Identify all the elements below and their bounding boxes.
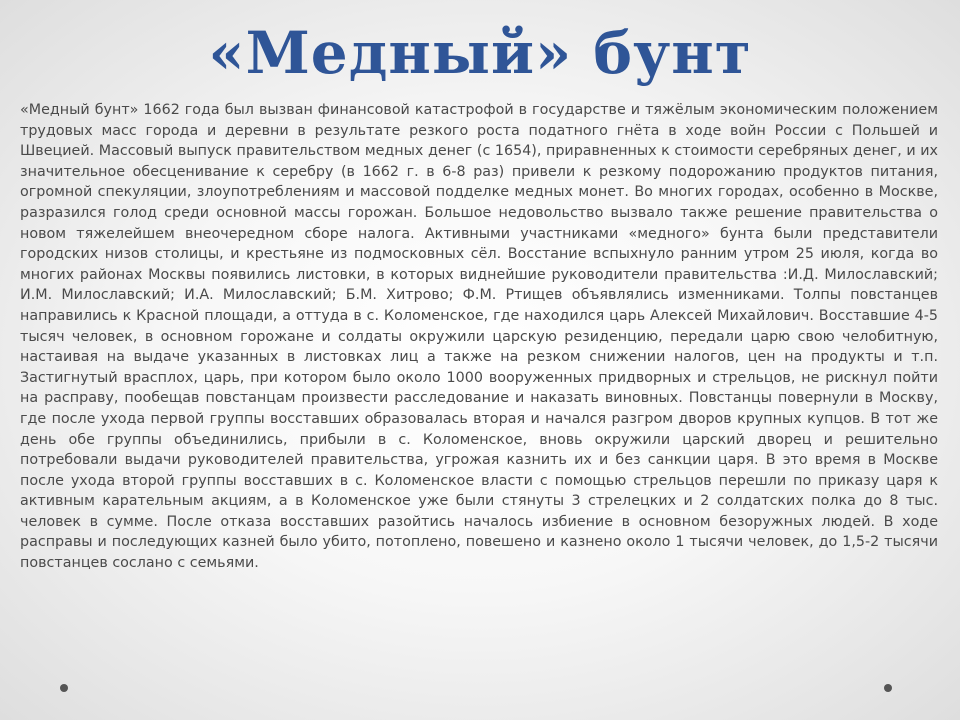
slide-body-text: «Медный бунт» 1662 года был вызван финансовой катастрофой в государстве и тяжёлым экономическим положением трудовых масс города и деревни в результате резкого роста податного гнёта в ходе войн России с Польшей и Швецией. Массовый выпуск правительством медных денег (с 1654), приравненных к стоимости серебряных денег, и их значительное обесценивание к серебру (в 1662 г. в 6-8 раз) привели к резкому подорожанию продуктов питания, огромной спекуляции, злоупотреблениям и массовой подделке медных монет. Во многих городах, особенно в Москве, разразился голод среди основной массы горожан. Большое недовольство вызвало также решение правительства о новом тяжелейшем внеочередном сборе налога. Активными участниками «медного» бунта были представители городских низов столицы, и крестьяне из подмосковных сёл. Восстание вспыхнуло ранним утром 25 июля, когда во многих районах Москвы появились листовки, в которых виднейшие руководители правительства :И.Д. Милославский; И.М. Милославский; И.А. Милославский; Б.М. Хитрово; Ф.М. Ртищев объявлялись изменниками. Толпы повстанцев направились к Красной площади, а оттуда в с. Коломенское, где находился царь Алексей Михайлович. Восставшие 4-5 тысяч человек, в основном горожане и солдаты окружили царскую резиденцию, передали царю свою челобитную, настаивая на выдаче указанных в листовках лиц а также на резком снижении налогов, цен на продукты и т.п. Застигнутый врасплох, царь, при котором было около 1000 вооруженных придворных и стрельцов, не рискнул пойти на расправу, пообещав повстанцам произвести расследование и наказать виновных. Повстанцы повернули в Москву, где после ухода первой группы восставших образовалась вторая и начался разгром дворов крупных купцов. В тот же день обе группы объединились, прибыли в с. Коломенское, вновь окружили царский дворец и решительно потребовали выдачи руководителей правительства, угрожая казнить их и без санкции царя. В это время в Москве после ухода второй группы восставших в с. Коломенское власти с помощью стрельцов перешли по приказу царя к активным карательным акциям, а в Коломенское уже были стянуты 3 стрелецких и 2 солдатских полка до 8 тыс. человек в сумме. После отказа восставших разойтись началось избиение в основном безоружных людей. В ходе расправы и последующих казней было убито, потоплено, повешено и казнено около 1 тысячи человек, до 1,5-2 тысячи повстанцев сослано с семьями.	[20, 102, 938, 572]
slide-title: «Медный» бунт	[208, 19, 752, 87]
left-dot-icon	[60, 684, 68, 692]
right-dot-icon	[884, 684, 892, 692]
